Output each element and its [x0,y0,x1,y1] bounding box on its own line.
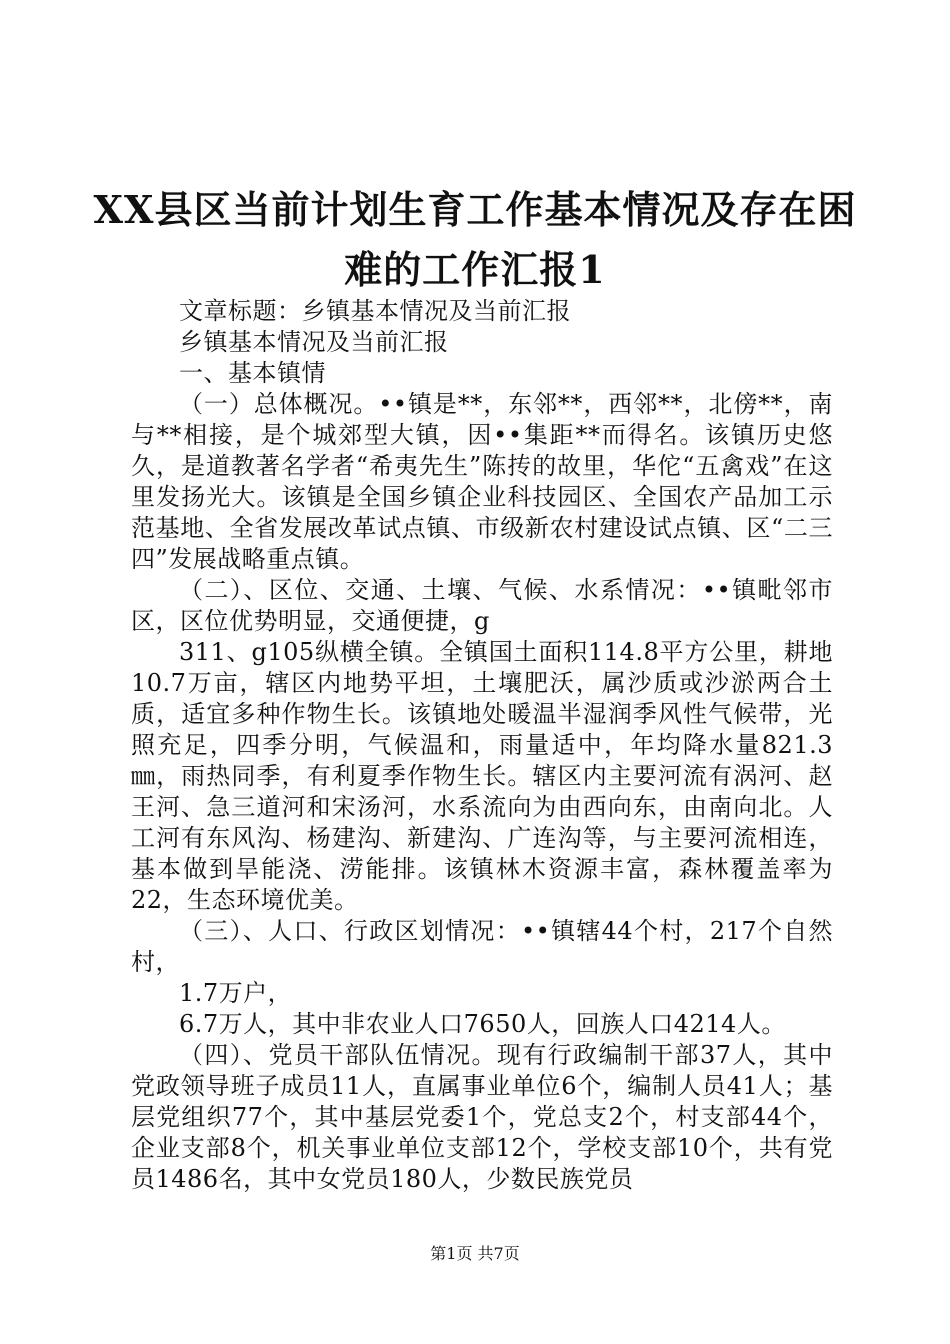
document-body [131,296,833,1195]
subtitle-paragraph: 乡镇基本情况及当前汇报 [179,328,449,356]
body-paragraph: 6.7万人，其中非农业人口7650人，回族人口4214人。 [179,1010,786,1038]
body-paragraph: （二）、区位、交通、土壤、气候、水系情况：••镇毗邻市区，区位优势明显，交通便捷，g [131,576,833,635]
body-paragraph: 311、g105纵横全镇。全镇国土面积114.8平方公里，耕地10.7万亩，辖区内地势平坦，土壤肥沃，属沙质或沙淤两合土质，适宜多种作物生长。该镇地处暖温半湿润季风性气候带，光照充足，四季分明，气候温和，雨量适中，年均降水量821.3㎜，雨热同季，有利夏季作物生长。辖区内主要河流有涡河、赵王河、急三道河和宋汤河，水系流向为由西向东，由南向北。人工河有东风沟、杨建沟、新建沟、广连沟等，与主要河流相连，基本做到旱能浇、涝能排。该镇林木资源丰富，森林覆盖率为22，生态环境优美。 [131,638,833,914]
body-paragraph: 1.7万户， [179,979,293,1007]
body-paragraph: （一）总体概况。••镇是**，东邻**，西邻**，北傍**，南与**相接，是个城郊型大镇，因••集距**而得名。该镇历史悠久，是道教著名学者“希夷先生”陈抟的故里，华佗“五禽戏”在这里发扬光大。该镇是全国乡镇企业科技园区、全国农产品加工示范基地、全省发展改革试点镇、市级新农村建设试点镇、区“二三四”发展战略重点镇。 [131,390,833,573]
body-paragraph: （三）、人口、行政区划情况：••镇辖44个村，217个自然村， [131,917,833,976]
article-title-paragraph: 文章标题：乡镇基本情况及当前汇报 [179,297,571,325]
page-footer: 第1页 共7页 [430,1244,520,1263]
section-heading: 一、基本镇情 [179,359,326,387]
document-title-line-2: 难的工作汇报1 [344,247,606,292]
document-title-line-1: XX县区当前计划生育工作基本情况及存在困 [93,187,857,232]
body-paragraph: （四）、党员干部队伍情况。现有行政编制干部37人，其中党政领导班子成员11人，直属事业单位6个，编制人员41人；基层党组织77个，其中基层党委1个，党总支2个，村支部44个，企业支部8个，机关事业单位支部12个，学校支部10个，共有党员1486名，其中女党员180人，少数民族党员 [131,1041,833,1193]
